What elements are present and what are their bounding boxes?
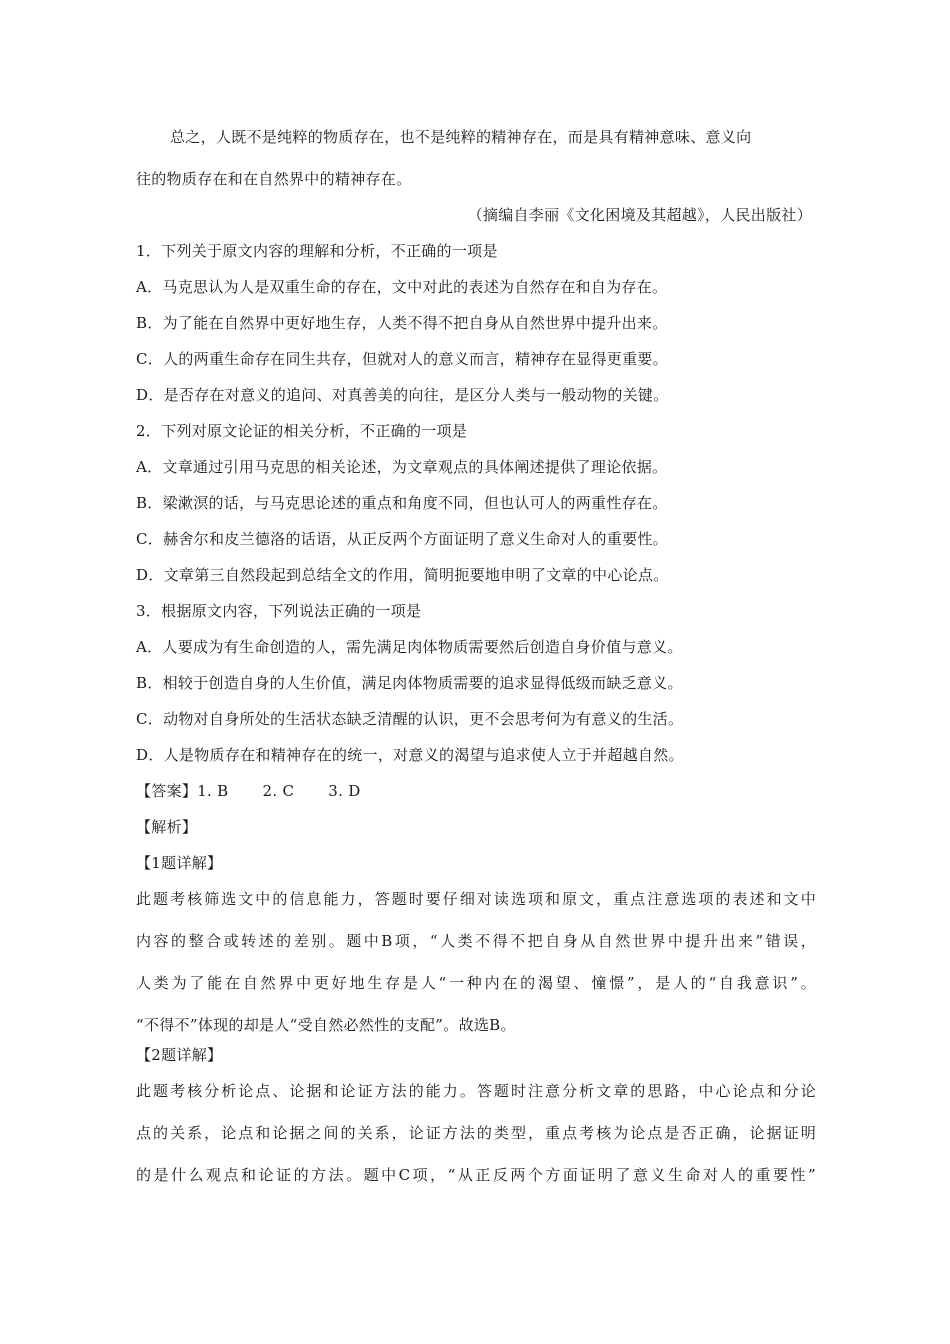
question-2-stem: 2．下列对原文论证的相关分析，不正确的一项是	[136, 422, 468, 440]
question-3-stem: 3．根据原文内容，下列说法正确的一项是	[136, 602, 422, 620]
answer-label: 【答案】	[136, 782, 198, 800]
source-citation: （摘编自李丽《文化困境及其超越》，人民出版社）	[467, 206, 812, 224]
question-1-option-d: D．是否存在对意义的追问、对真善美的向往，是区分人类与一般动物的关键。	[136, 386, 669, 404]
q2-analysis-line-3: 的是什么观点和论证的方法。题中C项，“从正反两个方面证明了意义生命对人的重要性”	[136, 1166, 816, 1184]
q1-analysis-line-3: 人类为了能在自然界中更好地生存是人“一种内在的渴望、憧憬”，是人的“自我意识”。	[136, 974, 816, 992]
answer-3: 3. D	[328, 782, 361, 800]
q1-analysis-line-2: 内容的整合或转述的差别。题中B项，“人类不得不把自身从自然世界中提升出来”错误，	[136, 932, 816, 950]
question-1-option-c: C．人的两重生命存在同生共存，但就对人的意义而言，精神存在显得更重要。	[136, 350, 668, 368]
intro-paragraph-line-2: 往的物质存在和在自然界中的精神存在。	[136, 170, 412, 188]
question-1-option-a: A．马克思认为人是双重生命的存在，文中对此的表述为自然存在和自为存在。	[136, 278, 668, 296]
q1-analysis-heading: 【1题详解】	[136, 854, 223, 872]
question-2-option-c: C．赫舍尔和皮兰德洛的话语，从正反两个方面证明了意义生命对人的重要性。	[136, 530, 668, 548]
question-3-option-d: D．人是物质存在和精神存在的统一，对意义的渴望与追求使人立于并超越自然。	[136, 746, 684, 764]
q1-analysis-line-1: 此题考核筛选文中的信息能力，答题时要仔细对读选项和原文，重点注意选项的表述和文中	[136, 890, 816, 908]
question-1-stem: 1．下列关于原文内容的理解和分析，不正确的一项是	[136, 242, 498, 260]
question-2-option-a: A．文章通过引用马克思的相关论述，为文章观点的具体阐述提供了理论依据。	[136, 458, 668, 476]
answer-2: 2. C	[262, 782, 295, 800]
q2-analysis-line-2: 点的关系，论点和论据之间的关系，论证方法的类型，重点考核为论点是否正确，论据证明	[136, 1124, 816, 1142]
question-2-option-b: B．梁漱溟的话，与马克思论述的重点和角度不同，但也认可人的两重性存在。	[136, 494, 668, 512]
intro-paragraph-line-1: 总之，人既不是纯粹的物质存在，也不是纯粹的精神存在，而是具有精神意味、意义向	[170, 128, 752, 146]
question-1-option-b: B．为了能在自然界中更好地生存，人类不得不把自身从自然世界中提升出来。	[136, 314, 668, 332]
question-3-option-c: C．动物对自身所处的生活状态缺乏清醒的认识，更不会思考何为有意义的生活。	[136, 710, 684, 728]
question-3-option-b: B．相较于创造自身的人生价值，满足肉体物质需要的追求显得低级而缺乏意义。	[136, 674, 683, 692]
question-3-option-a: A．人要成为有生命创造的人，需先满足肉体物质需要然后创造自身价值与意义。	[136, 638, 683, 656]
answer-1: 1. B	[197, 782, 229, 800]
q1-analysis-line-4: “不得不”体现的却是人“受自然必然性的支配”。故选B。	[136, 1016, 516, 1034]
analysis-heading: 【解析】	[136, 818, 198, 836]
q2-analysis-heading: 【2题详解】	[136, 1046, 223, 1064]
question-2-option-d: D．文章第三自然段起到总结全文的作用，简明扼要地申明了文章的中心论点。	[136, 566, 669, 584]
q2-analysis-line-1: 此题考核分析论点、论据和论证方法的能力。答题时注意分析文章的思路，中心论点和分论	[136, 1082, 816, 1100]
answer-line	[136, 781, 816, 801]
